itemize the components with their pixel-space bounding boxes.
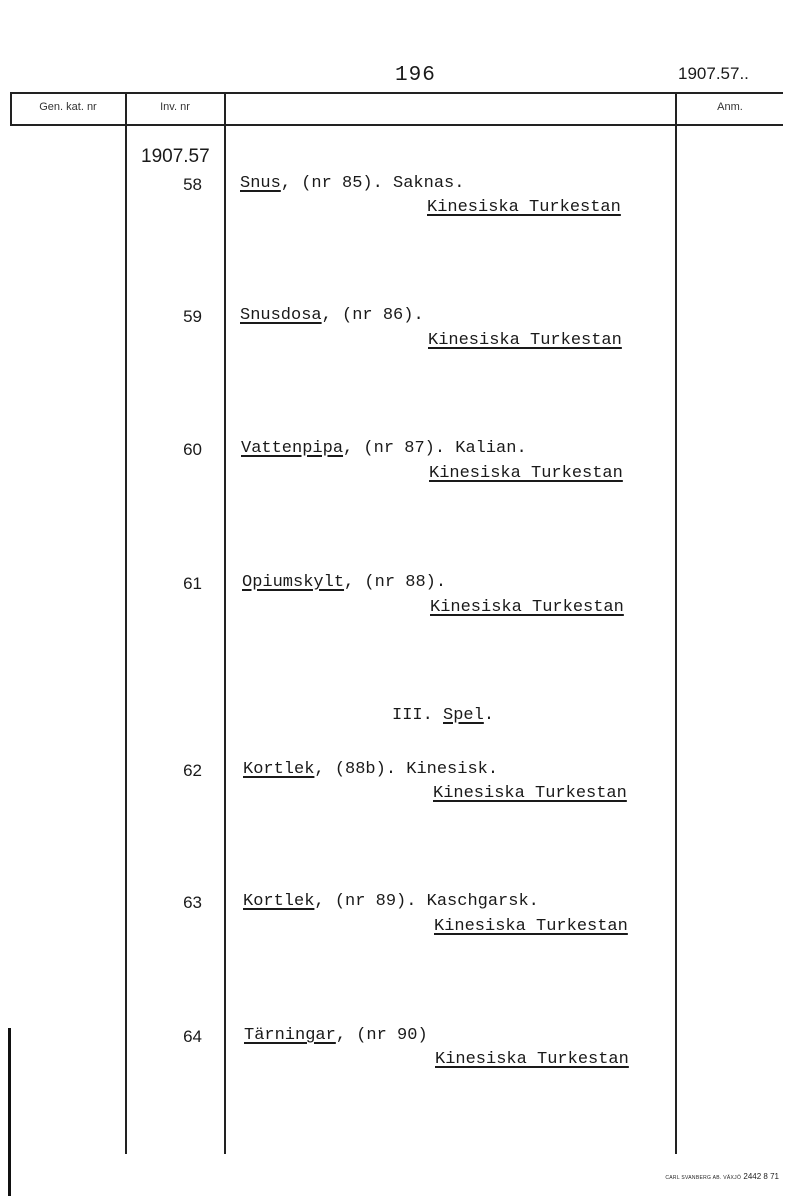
entry-description xyxy=(243,892,539,911)
entry-number: 60 xyxy=(183,440,202,459)
entry-place: Kinesiska Turkestan xyxy=(433,784,627,803)
column-divider-gen-inv xyxy=(125,92,127,1154)
entry-number: 58 xyxy=(183,175,202,194)
entry-name: Kortlek xyxy=(243,760,315,779)
printer-name: CARL SVANBERG AB. VÄXJÖ xyxy=(665,1175,742,1181)
entry-name: Tärningar xyxy=(244,1026,336,1045)
section-numeral: III. xyxy=(392,706,444,725)
entry-details: , (88b). Kinesisk. xyxy=(314,760,499,779)
entry-description xyxy=(241,439,527,458)
entry-details: , (nr 88). xyxy=(344,573,447,592)
section-label: Spel xyxy=(443,706,484,725)
section-heading xyxy=(392,706,494,725)
entry-number: 63 xyxy=(183,893,202,912)
entry-description xyxy=(243,760,498,779)
entry-place: Kinesiska Turkestan xyxy=(434,917,628,936)
entry-name: Vattenpipa xyxy=(241,439,344,458)
entry-number: 59 xyxy=(183,307,202,326)
entry-description xyxy=(244,1026,428,1045)
entry-description xyxy=(242,573,446,592)
column-header-anm: Anm. xyxy=(717,101,743,113)
entry-details: , (nr 90) xyxy=(335,1026,428,1045)
entry-place: Kinesiska Turkestan xyxy=(428,331,622,350)
entry-name: Snusdosa xyxy=(240,306,322,325)
entry-number: 64 xyxy=(183,1027,202,1046)
entry-name: Kortlek xyxy=(243,892,315,911)
column-header-inv: Inv. nr xyxy=(160,101,190,113)
printer-imprint xyxy=(665,1172,779,1181)
entry-details: , (nr 85). Saknas. xyxy=(280,174,465,193)
entry-description xyxy=(240,306,424,325)
entry-place: Kinesiska Turkestan xyxy=(427,198,621,217)
entry-details: , (nr 86). xyxy=(321,306,424,325)
column-header-gen-kat: Gen. kat. nr xyxy=(39,101,97,113)
inventory-series-heading: 1907.57 xyxy=(141,146,210,167)
column-divider-desc-anm xyxy=(675,92,677,1154)
entry-number: 61 xyxy=(183,574,202,593)
page-number: 196 xyxy=(395,64,436,87)
binding-edge-mark xyxy=(8,1028,11,1196)
section-period: . xyxy=(483,706,495,725)
catalog-reference: 1907.57.. xyxy=(678,64,749,83)
entry-name: Opiumskylt xyxy=(242,573,345,592)
entry-place: Kinesiska Turkestan xyxy=(430,598,624,617)
entry-details: , (nr 87). Kalian. xyxy=(343,439,527,458)
entry-details: , (nr 89). Kaschgarsk. xyxy=(314,892,539,911)
entry-place: Kinesiska Turkestan xyxy=(429,464,623,483)
entry-name: Snus xyxy=(240,174,281,193)
entry-place: Kinesiska Turkestan xyxy=(435,1050,629,1069)
print-code: 2442 8 71 xyxy=(743,1172,779,1181)
entry-number: 62 xyxy=(183,761,202,780)
column-divider-inv-desc xyxy=(224,92,226,1154)
entry-description xyxy=(240,174,464,193)
